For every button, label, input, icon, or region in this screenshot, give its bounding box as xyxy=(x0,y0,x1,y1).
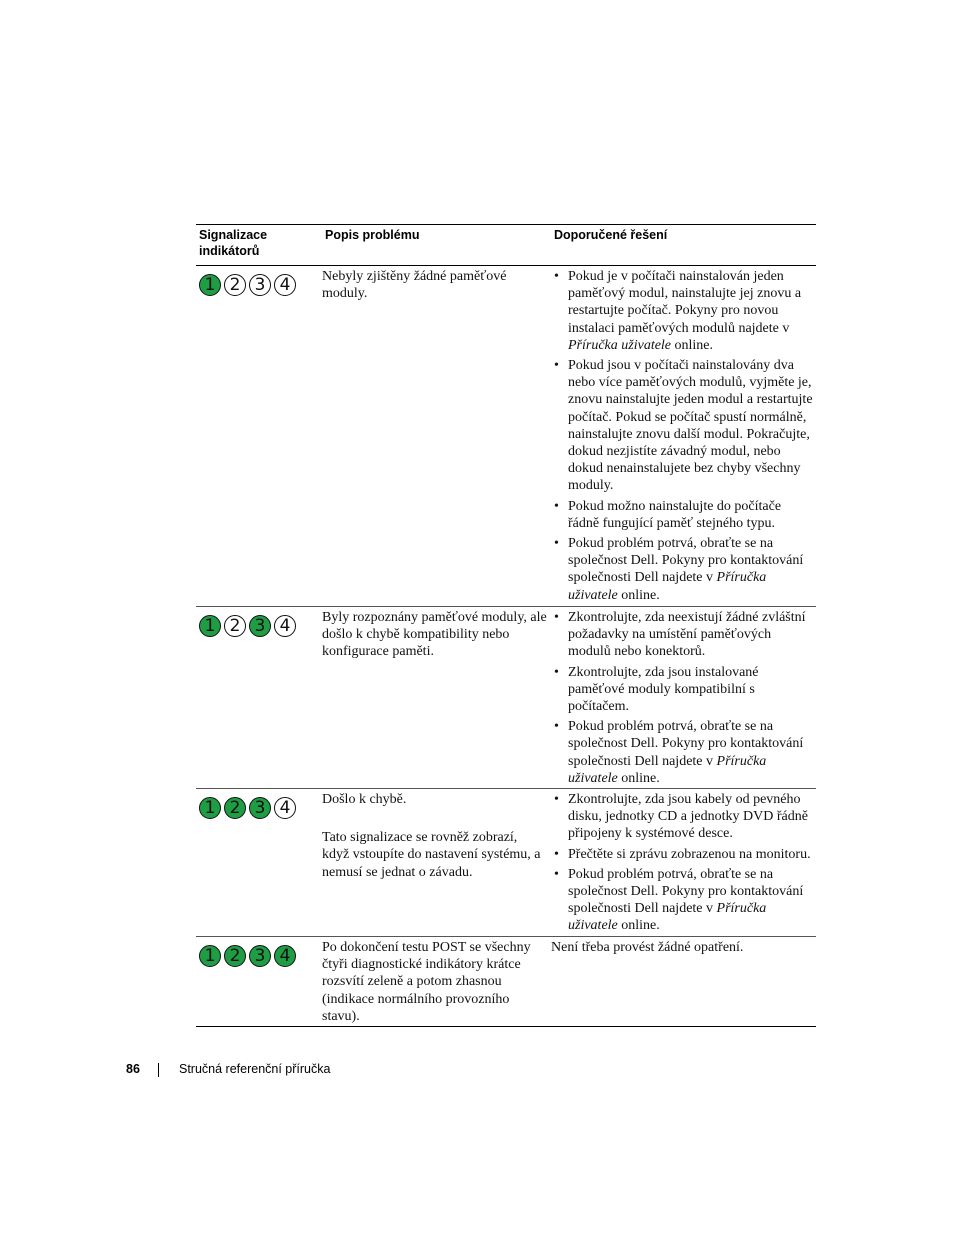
diagnostic-light-icon: 2 xyxy=(224,615,246,637)
solution-item: • Pokud je v počítači nainstalován jeden paměťový modul, nainstalujte jej znovu a restartujte počítač. Pokyny pro novou instalaci paměťových modulů najdete v Příručka uživatele online. xyxy=(551,268,814,354)
indicator-cell xyxy=(196,266,322,609)
document-reference: Příručka uživatele xyxy=(568,901,767,934)
diagnostic-light-icon: 4 xyxy=(274,274,296,296)
document-reference: Příručka uživatele xyxy=(568,753,767,786)
diagnostic-lights-table xyxy=(196,224,816,1027)
table-row xyxy=(196,607,816,789)
description-note: Tato signalizace se rovněž zobrazí, když vstoupíte do nastavení systému, a nemusí se jednat o závadu. xyxy=(322,830,541,880)
description-text: Po dokončení testu POST se všechny čtyři diagnostické indikátory krátce rozsvítí zeleně a potom zhasnou (indikace normálního provozního stavu). xyxy=(322,940,531,1024)
problem-description xyxy=(322,266,551,609)
document-reference: Příručka uživatele xyxy=(568,337,672,353)
diagnostic-light-icon: 2 xyxy=(224,945,246,967)
diagnostic-light-icon: 3 xyxy=(249,945,271,967)
diagnostic-light-icon: 3 xyxy=(249,797,271,819)
description-text: Došlo k chybě. xyxy=(322,792,407,807)
table-header xyxy=(196,225,816,266)
solution-item: • Zkontrolujte, zda jsou kabely od pevného disku, jednotky CD a jednotky DVD řádně připojeny k systémové desce. xyxy=(551,791,814,843)
diagnostic-light-icon: 1 xyxy=(199,797,221,819)
document-reference: Příručka uživatele xyxy=(568,570,767,603)
description-text: Nebyly zjištěny žádné paměťové moduly. xyxy=(322,269,507,302)
led-group xyxy=(196,939,322,967)
problem-description xyxy=(322,607,551,792)
diagnostic-light-icon: 3 xyxy=(249,274,271,296)
header-solution: Doporučené řešení xyxy=(554,228,668,242)
footer-divider xyxy=(158,1063,159,1077)
diagnostic-light-icon: 4 xyxy=(274,615,296,637)
diagnostic-light-icon: 3 xyxy=(249,615,271,637)
diagnostic-light-icon: 2 xyxy=(224,274,246,296)
table-row xyxy=(196,937,816,1026)
problem-description xyxy=(322,937,551,1027)
indicator-cell xyxy=(196,789,322,940)
solution-item: • Pokud problém potrvá, obraťte se na společnost Dell. Pokyny pro kontaktování společnosti Dell najdete v Příručka uživatele online. xyxy=(551,718,814,787)
footer-title: Stručná referenční příručka xyxy=(179,1062,331,1076)
solution-cell xyxy=(551,607,816,792)
indicator-cell xyxy=(196,937,322,1027)
problem-description xyxy=(322,789,551,940)
solution-list xyxy=(551,609,814,787)
solution-cell xyxy=(551,266,816,609)
solution-item: • Zkontrolujte, zda neexistují žádné zvláštní požadavky na umístění paměťových modulů nebo konektorů. xyxy=(551,609,814,661)
diagnostic-light-icon: 4 xyxy=(274,945,296,967)
solution-cell xyxy=(551,937,816,1027)
description-text: Byly rozpoznány paměťové moduly, ale došlo k chybě kompatibility nebo konfigurace paměti. xyxy=(322,610,547,660)
diagnostic-light-icon: 1 xyxy=(199,274,221,296)
header-problem: Popis problému xyxy=(325,228,420,242)
solution-item: • Pokud možno nainstalujte do počítače řádně fungující paměť stejného typu. xyxy=(551,498,814,532)
solution-text: Není třeba provést žádné opatření. xyxy=(551,940,744,955)
table-row xyxy=(196,266,816,607)
diagnostic-light-icon: 4 xyxy=(274,797,296,819)
solution-item: • Přečtěte si zprávu zobrazenou na monitoru. xyxy=(551,846,814,863)
led-group xyxy=(196,268,322,296)
diagnostic-light-icon: 2 xyxy=(224,797,246,819)
solution-item: • Pokud problém potrvá, obraťte se na společnost Dell. Pokyny pro kontaktování společnosti Dell najdete v Příručka uživatele online. xyxy=(551,866,814,935)
solution-cell xyxy=(551,789,816,940)
page-number: 86 xyxy=(126,1062,140,1076)
solution-item: • Pokud jsou v počítači nainstalovány dva nebo více paměťových modulů, vyjměte je, znovu nainstalujte jeden modul a restartujte počítač. Pokud se počítač spustí normálně, nainstalujte znovu další modul. Pokračujte, dokud nezjistíte závadný modul, nebo dokud nenainstalujete bez chyby všechny moduly. xyxy=(551,357,814,495)
indicator-cell xyxy=(196,607,322,792)
led-group xyxy=(196,609,322,637)
led-group xyxy=(196,791,322,819)
table-row xyxy=(196,789,816,937)
header-indicators: Signalizace indikátorů xyxy=(199,228,268,258)
solution-item: • Zkontrolujte, zda jsou instalované paměťové moduly kompatibilní s počítačem. xyxy=(551,664,814,716)
solution-list xyxy=(551,268,814,604)
solution-item: • Pokud problém potrvá, obraťte se na společnost Dell. Pokyny pro kontaktování společnosti Dell najdete v Příručka uživatele online. xyxy=(551,535,814,604)
diagnostic-light-icon: 1 xyxy=(199,945,221,967)
solution-list xyxy=(551,791,814,935)
diagnostic-light-icon: 1 xyxy=(199,615,221,637)
